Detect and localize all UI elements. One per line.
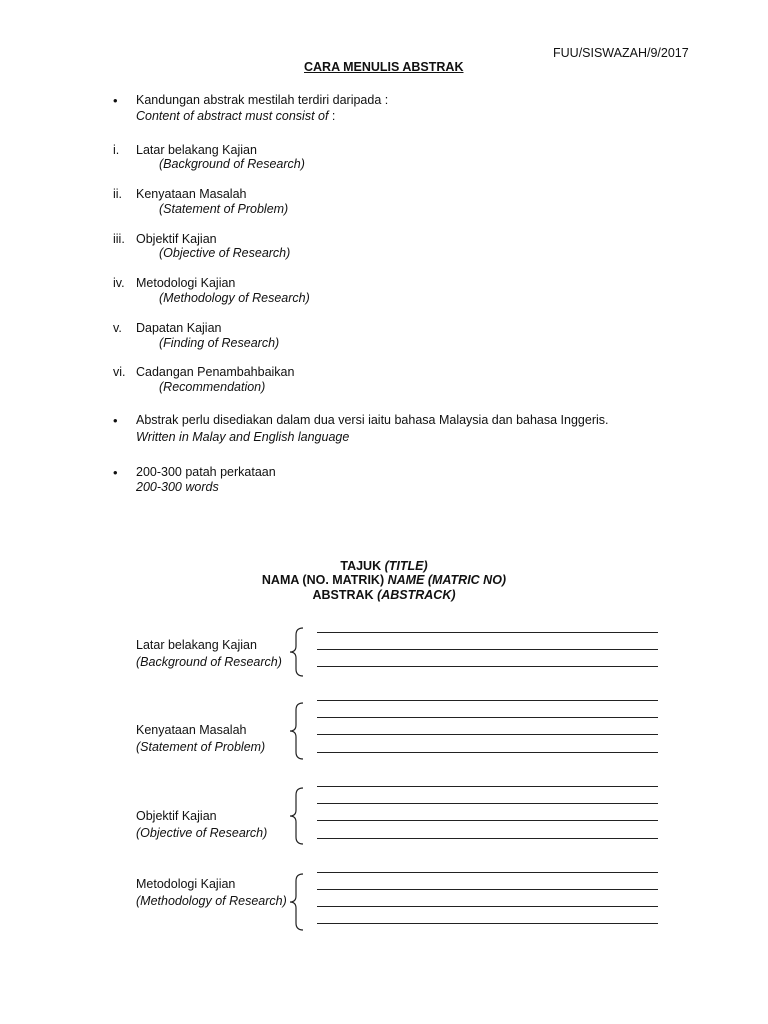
curly-brace-icon (289, 873, 305, 931)
component-malay: Metodologi Kajian (136, 276, 236, 290)
section-label-english: (Statement of Problem) (136, 740, 266, 754)
document-reference: FUU/SISWAZAH/9/2017 (553, 46, 689, 60)
component-malay: Dapatan Kajian (136, 321, 222, 335)
section-label-english: (Methodology of Research) (136, 894, 287, 908)
component-number: v. (113, 321, 122, 335)
page-heading: CARA MENULIS ABSTRAK (304, 60, 464, 74)
bullet-text-malay: Abstrak perlu disediakan dalam dua versi iaitu bahasa Malaysia dan bahasa Inggeris. (136, 413, 609, 427)
section-label-malay: Objektif Kajian (136, 809, 217, 823)
component-number: iii. (113, 232, 125, 246)
writing-line (317, 666, 658, 667)
template-abstract-line: ABSTRAK (ABSTRACK) (312, 588, 456, 602)
component-english: (Methodology of Research) (159, 291, 310, 305)
component-malay: Objektif Kajian (136, 232, 217, 246)
curly-brace-icon (289, 702, 305, 760)
section-label-malay: Kenyataan Masalah (136, 723, 247, 737)
component-english: (Statement of Problem) (159, 202, 289, 216)
component-english: (Finding of Research) (159, 336, 280, 350)
writing-line (317, 786, 658, 787)
component-malay: Cadangan Penambahbaikan (136, 365, 295, 379)
component-malay: Latar belakang Kajian (136, 143, 257, 157)
bullet-marker: • (113, 413, 118, 428)
component-english: (Background of Research) (159, 157, 305, 171)
component-number: vi. (113, 365, 126, 379)
component-malay: Kenyataan Masalah (136, 187, 247, 201)
writing-line (317, 632, 658, 633)
writing-line (317, 923, 658, 924)
writing-line (317, 717, 658, 718)
writing-line (317, 803, 658, 804)
component-english: (Objective of Research) (159, 246, 291, 260)
writing-line (317, 906, 658, 907)
bullet-text-malay: 200-300 patah perkataan (136, 465, 276, 479)
bullet-marker: • (113, 93, 118, 108)
bullet-text-english: Content of abstract must consist of : (136, 109, 336, 123)
component-number: iv. (113, 276, 125, 290)
component-english: (Recommendation) (159, 380, 266, 394)
writing-line (317, 838, 658, 839)
curly-brace-icon (289, 787, 305, 845)
template-title-line: TAJUK (TITLE) (340, 559, 428, 573)
curly-brace-icon (289, 627, 305, 677)
component-number: i. (113, 143, 120, 157)
writing-line (317, 734, 658, 735)
writing-line (317, 889, 658, 890)
bullet-marker: • (113, 465, 118, 480)
template-name-line: NAMA (NO. MATRIK) NAME (MATRIC NO) (261, 573, 507, 587)
section-label-malay: Metodologi Kajian (136, 877, 236, 891)
writing-line (317, 752, 658, 753)
bullet-text-english: Written in Malay and English language (136, 430, 350, 444)
writing-line (317, 872, 658, 873)
section-label-english: (Background of Research) (136, 655, 282, 669)
bullet-text-malay: Kandungan abstrak mestilah terdiri daripada : (136, 93, 389, 107)
bullet-text-english: 200-300 words (136, 480, 219, 494)
section-label-malay: Latar belakang Kajian (136, 638, 257, 652)
section-label-english: (Objective of Research) (136, 826, 268, 840)
writing-line (317, 820, 658, 821)
component-number: ii. (113, 187, 123, 201)
writing-line (317, 649, 658, 650)
writing-line (317, 700, 658, 701)
